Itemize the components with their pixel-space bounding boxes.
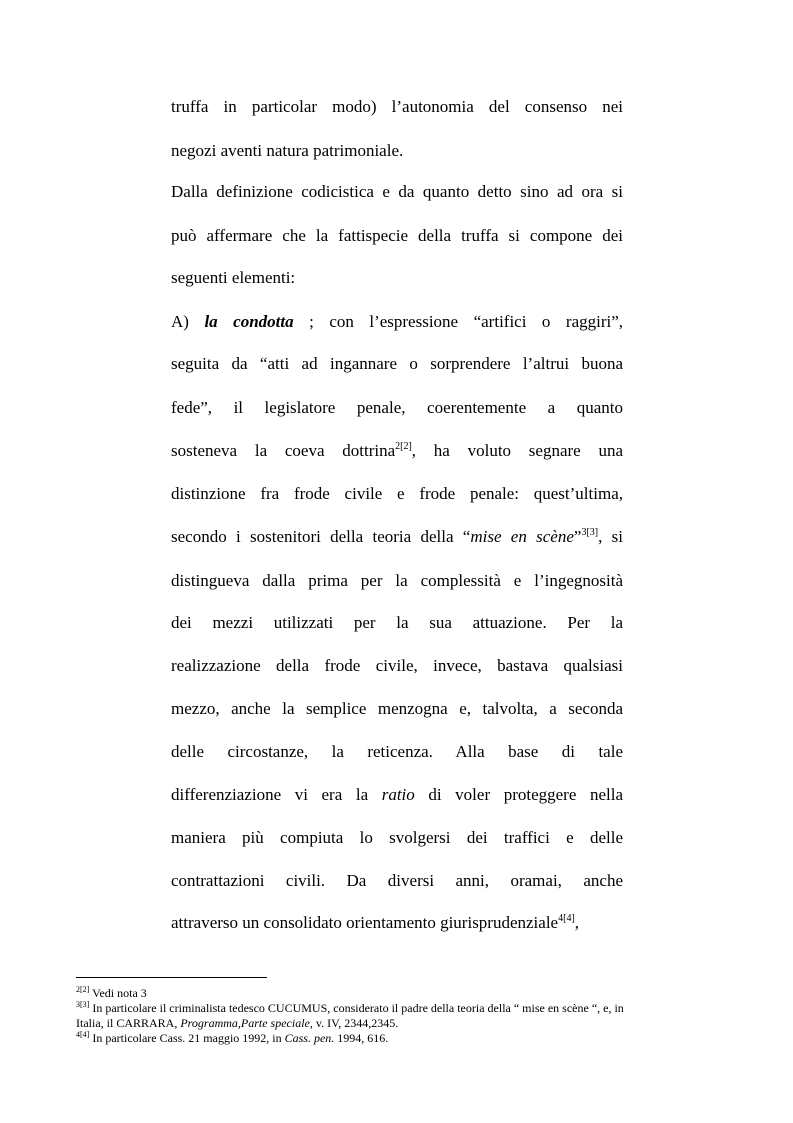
body-line-3: Dalla definizione codicistica e da quanto detto sino ad ora si	[171, 182, 623, 201]
footnote-ref-4: 4[4]	[558, 913, 575, 924]
body-line-18: maniera più compiuta lo svolgersi dei traffici e delle	[171, 828, 623, 847]
body-line-1: truffa in particolar modo) l’autonomia del consenso nei	[171, 97, 623, 116]
body-line-10: distinzione fra frode civile e frode penale: quest’ultima,	[171, 484, 623, 503]
body-line-16: delle circostanze, la reticenza. Alla base di tale	[171, 742, 623, 761]
body-line-14: realizzazione della frode civile, invece, bastava qualsiasi	[171, 656, 623, 675]
term-ratio: ratio	[381, 785, 415, 804]
footnote-separator	[76, 977, 267, 978]
body-line-8: fede”, il legislatore penale, coerentemente a quanto	[171, 398, 623, 417]
footnote-4: $^{4[4]}$ In particolare Cass. 21 maggio 1992, in Cass. pen. 1994, 616.	[76, 1030, 389, 1045]
term-mise-en-scene: mise en scène	[470, 527, 574, 546]
body-line-19: contrattazioni civili. Da diversi anni, oramai, anche	[171, 871, 623, 890]
footnote-ref-2: 2[2]	[395, 441, 412, 452]
term-la-condotta: la condotta	[204, 312, 294, 331]
body-line-5: seguenti elementi:	[171, 268, 296, 287]
body-line-11: secondo i sostenitori della teoria della “mise en scène”$^{3[3]}$, si	[171, 527, 623, 546]
footnote-2: $^{2[2]}$ Vedi nota 3	[76, 985, 147, 1000]
body-line-9: sosteneva la coeva dottrina$^{2[2]}$, ha voluto segnare una	[171, 441, 623, 460]
body-line-13: dei mezzi utilizzati per la sua attuazione. Per la	[171, 613, 623, 632]
body-line-15: mezzo, anche la semplice menzogna e, talvolta, a seconda	[171, 699, 623, 718]
body-line-4: può affermare che la fattispecie della truffa si compone dei	[171, 226, 623, 245]
footnote-ref-3: 3[3]	[581, 527, 599, 538]
body-line-6: A) la condotta ; con l’espressione “artifici o raggiri”,	[171, 312, 624, 331]
footnote-3: $^{3[3]}$ In particolare il criminalista tedesco CUCUMUS, considerato il padre della teoria della “ mise en scène “, e, in	[76, 1000, 624, 1015]
body-line-2: negozi aventi natura patrimoniale.	[171, 141, 404, 160]
body-line-20: attraverso un consolidato orientamento giurisprudenziale$^{4[4]}$,	[171, 913, 580, 932]
body-line-17: differenziazione vi era la ratio di voler proteggere nella	[171, 785, 624, 804]
body-line-7: seguita da “atti ad ingannare o sorprendere l’altrui buona	[171, 354, 623, 373]
body-line-12: distingueva dalla prima per la complessità e l’ingegnosità	[171, 571, 623, 590]
footnote-3-continued: Italia, il CARRARA, Programma,Parte speciale, v. IV, 2344,2345.	[76, 1016, 399, 1030]
